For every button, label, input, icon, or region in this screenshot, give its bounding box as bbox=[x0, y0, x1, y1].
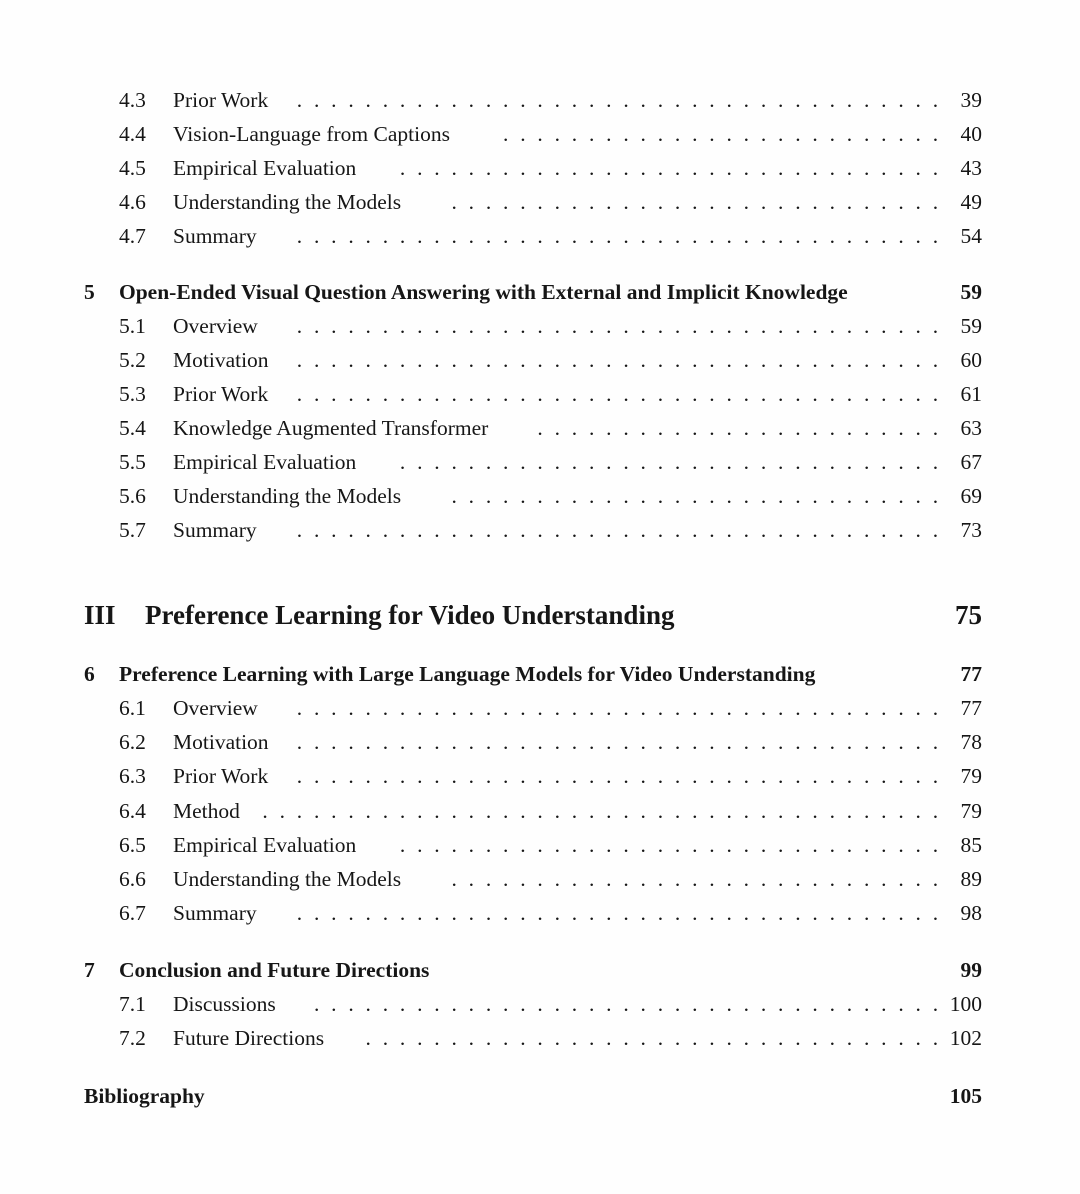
toc-section-4-3[interactable] bbox=[84, 85, 982, 115]
page-number: 43 bbox=[955, 153, 983, 183]
section-number: 5.4 bbox=[119, 416, 146, 440]
section-number: 4.5 bbox=[119, 156, 146, 180]
section-number: 5.7 bbox=[119, 518, 146, 542]
dot-leader: . . . . . . . . . . . . . . . . . . . . . . . . . . . . . . . . bbox=[399, 450, 939, 474]
dot-leader: . . . . . . . . . . . . . . . . . . . . . . . . bbox=[537, 416, 939, 440]
dot-leader: . . . . . . . . . . . . . . . . . . . . . . . . . . . . . . . . . . bbox=[365, 1026, 939, 1050]
section-number: 7.2 bbox=[119, 1026, 146, 1050]
section-title: Understanding the Models bbox=[173, 481, 405, 511]
toc-section-6-1[interactable] bbox=[84, 693, 982, 723]
dot-leader: . . . . . . . . . . . . . . . . . . . . . . . . . . . . . . . . . . . . . bbox=[313, 992, 939, 1016]
section-number: 6.3 bbox=[119, 764, 146, 788]
page-number: 75 bbox=[955, 600, 982, 630]
page-number: 98 bbox=[955, 898, 983, 928]
page-number: 78 bbox=[955, 727, 983, 757]
section-title: Method bbox=[173, 796, 244, 826]
section-title: Empirical Evaluation bbox=[173, 153, 360, 183]
page-number: 69 bbox=[955, 481, 983, 511]
chapter-number: 6 bbox=[84, 662, 95, 686]
toc-chapter-6[interactable] bbox=[84, 659, 982, 689]
section-number: 4.6 bbox=[119, 190, 146, 214]
section-title: Empirical Evaluation bbox=[173, 830, 360, 860]
section-number: 5.1 bbox=[119, 314, 146, 338]
toc-section-6-3[interactable] bbox=[84, 761, 982, 791]
section-number: 5.6 bbox=[119, 484, 146, 508]
dot-leader: . . . . . . . . . . . . . . . . . . . . . . . . . . . . . bbox=[451, 867, 939, 891]
dot-leader: . . . . . . . . . . . . . . . . . . . . . . . . . . . . . . . . bbox=[399, 156, 939, 180]
section-number: 4.3 bbox=[119, 88, 146, 112]
section-number: 6.4 bbox=[119, 799, 146, 823]
section-title: Prior Work bbox=[173, 379, 272, 409]
dot-leader: . . . . . . . . . . . . . . . . . . . . . . . . . . . . . . . . . . . . . . bbox=[296, 901, 939, 925]
bibliography-title: Bibliography bbox=[84, 1084, 205, 1108]
section-number: 5.2 bbox=[119, 348, 146, 372]
dot-leader: . . . . . . . . . . . . . . . . . . . . . . . . . . . . . . . . . . . . . . bbox=[296, 88, 939, 112]
toc-chapter-5[interactable] bbox=[84, 277, 982, 307]
page-number: 105 bbox=[949, 1084, 982, 1108]
dot-leader: . . . . . . . . . . . . . . . . . . . . . . . . . . . . . . . . . . . . . . bbox=[296, 696, 939, 720]
dot-leader: . . . . . . . . . . . . . . . . . . . . . . . . . . . . . . . . . . . . . . bbox=[296, 764, 939, 788]
section-number: 6.7 bbox=[119, 901, 146, 925]
page-number: 39 bbox=[955, 85, 983, 115]
section-title: Prior Work bbox=[173, 761, 272, 791]
toc-section-5-5[interactable] bbox=[84, 447, 982, 477]
section-title: Overview bbox=[173, 693, 262, 723]
dot-leader: . . . . . . . . . . . . . . . . . . . . . . . . . . . . . . . . . . . . . . bbox=[296, 314, 939, 338]
dot-leader: . . . . . . . . . . . . . . . . . . . . . . . . . . . . . . . . . . . . . . . . bbox=[262, 799, 939, 823]
section-number: 6.2 bbox=[119, 730, 146, 754]
dot-leader: . . . . . . . . . . . . . . . . . . . . . . . . . . . . . . . . . . . . . . bbox=[296, 382, 939, 406]
page-number: 85 bbox=[955, 830, 983, 860]
toc-bibliography[interactable] bbox=[84, 1081, 982, 1111]
page-number: 77 bbox=[955, 693, 983, 723]
toc-section-5-6[interactable] bbox=[84, 481, 982, 511]
page-number: 77 bbox=[960, 662, 982, 686]
page-number: 49 bbox=[955, 187, 983, 217]
section-number: 6.5 bbox=[119, 833, 146, 857]
section-number: 4.7 bbox=[119, 224, 146, 248]
section-number: 7.1 bbox=[119, 992, 146, 1016]
part-title: Preference Learning for Video Understanding bbox=[145, 600, 675, 630]
section-title: Overview bbox=[173, 311, 262, 341]
toc-section-5-2[interactable] bbox=[84, 345, 982, 375]
page-number: 79 bbox=[955, 796, 983, 826]
dot-leader: . . . . . . . . . . . . . . . . . . . . . . . . . . . . . bbox=[451, 484, 939, 508]
page-number: 99 bbox=[960, 958, 982, 982]
section-title: Motivation bbox=[173, 727, 273, 757]
page-number: 79 bbox=[955, 761, 983, 791]
page-number: 100 bbox=[944, 989, 982, 1019]
toc-section-6-4[interactable] bbox=[84, 796, 982, 826]
toc-section-5-4[interactable] bbox=[84, 413, 982, 443]
chapter-title: Preference Learning with Large Language Models for Video Understanding bbox=[119, 662, 816, 686]
section-number: 6.6 bbox=[119, 867, 146, 891]
toc-section-7-1[interactable] bbox=[84, 989, 982, 1019]
toc-section-4-4[interactable] bbox=[84, 119, 982, 149]
section-title: Summary bbox=[173, 898, 261, 928]
page-number: 60 bbox=[955, 345, 983, 375]
section-title: Understanding the Models bbox=[173, 187, 405, 217]
toc-section-6-6[interactable] bbox=[84, 864, 982, 894]
page-number: 40 bbox=[955, 119, 983, 149]
dot-leader: . . . . . . . . . . . . . . . . . . . . . . . . . . . . . . . . bbox=[399, 833, 939, 857]
toc-chapter-7[interactable] bbox=[84, 955, 982, 985]
page-number: 89 bbox=[955, 864, 983, 894]
toc-section-4-7[interactable] bbox=[84, 221, 982, 251]
page-number: 61 bbox=[955, 379, 983, 409]
section-title: Empirical Evaluation bbox=[173, 447, 360, 477]
dot-leader: . . . . . . . . . . . . . . . . . . . . . . . . . . . . . . . . . . . . . . bbox=[296, 348, 939, 372]
chapter-number: 7 bbox=[84, 958, 95, 982]
chapter-number: 5 bbox=[84, 280, 95, 304]
dot-leader: . . . . . . . . . . . . . . . . . . . . . . . . . . bbox=[503, 122, 939, 146]
chapter-title: Open-Ended Visual Question Answering with External and Implicit Knowledge bbox=[119, 280, 848, 304]
dot-leader: . . . . . . . . . . . . . . . . . . . . . . . . . . . . . . . . . . . . . . bbox=[296, 518, 939, 542]
page-number: 102 bbox=[944, 1023, 982, 1053]
toc-section-6-5[interactable] bbox=[84, 830, 982, 860]
toc-section-4-5[interactable] bbox=[84, 153, 982, 183]
section-title: Knowledge Augmented Transformer bbox=[173, 413, 492, 443]
toc-section-5-3[interactable] bbox=[84, 379, 982, 409]
section-title: Understanding the Models bbox=[173, 864, 405, 894]
toc-section-6-2[interactable] bbox=[84, 727, 982, 757]
chapter-title: Conclusion and Future Directions bbox=[119, 958, 430, 982]
toc-section-5-1[interactable] bbox=[84, 311, 982, 341]
section-number: 5.3 bbox=[119, 382, 146, 406]
section-number: 6.1 bbox=[119, 696, 146, 720]
section-title: Summary bbox=[173, 221, 261, 251]
page-number: 59 bbox=[960, 280, 982, 304]
toc-section-6-7[interactable] bbox=[84, 898, 982, 928]
dot-leader: . . . . . . . . . . . . . . . . . . . . . . . . . . . . . . . . . . . . . . bbox=[296, 224, 939, 248]
toc-section-7-2[interactable] bbox=[84, 1023, 982, 1053]
page-number: 67 bbox=[955, 447, 983, 477]
section-number: 5.5 bbox=[119, 450, 146, 474]
page-number: 73 bbox=[955, 515, 983, 545]
section-title: Summary bbox=[173, 515, 261, 545]
dot-leader: . . . . . . . . . . . . . . . . . . . . . . . . . . . . . . . . . . . . . . bbox=[296, 730, 939, 754]
toc-part-3[interactable] bbox=[84, 597, 982, 633]
page-number: 63 bbox=[955, 413, 983, 443]
section-title: Vision-Language from Captions bbox=[173, 119, 454, 149]
section-number: 4.4 bbox=[119, 122, 146, 146]
section-title: Future Directions bbox=[173, 1023, 328, 1053]
toc-section-5-7[interactable] bbox=[84, 515, 982, 545]
dot-leader: . . . . . . . . . . . . . . . . . . . . . . . . . . . . . bbox=[451, 190, 939, 214]
toc-section-4-6[interactable] bbox=[84, 187, 982, 217]
page-number: 59 bbox=[955, 311, 983, 341]
section-title: Motivation bbox=[173, 345, 273, 375]
section-title: Prior Work bbox=[173, 85, 272, 115]
part-number: III bbox=[84, 600, 116, 630]
section-title: Discussions bbox=[173, 989, 280, 1019]
page-number: 54 bbox=[955, 221, 983, 251]
